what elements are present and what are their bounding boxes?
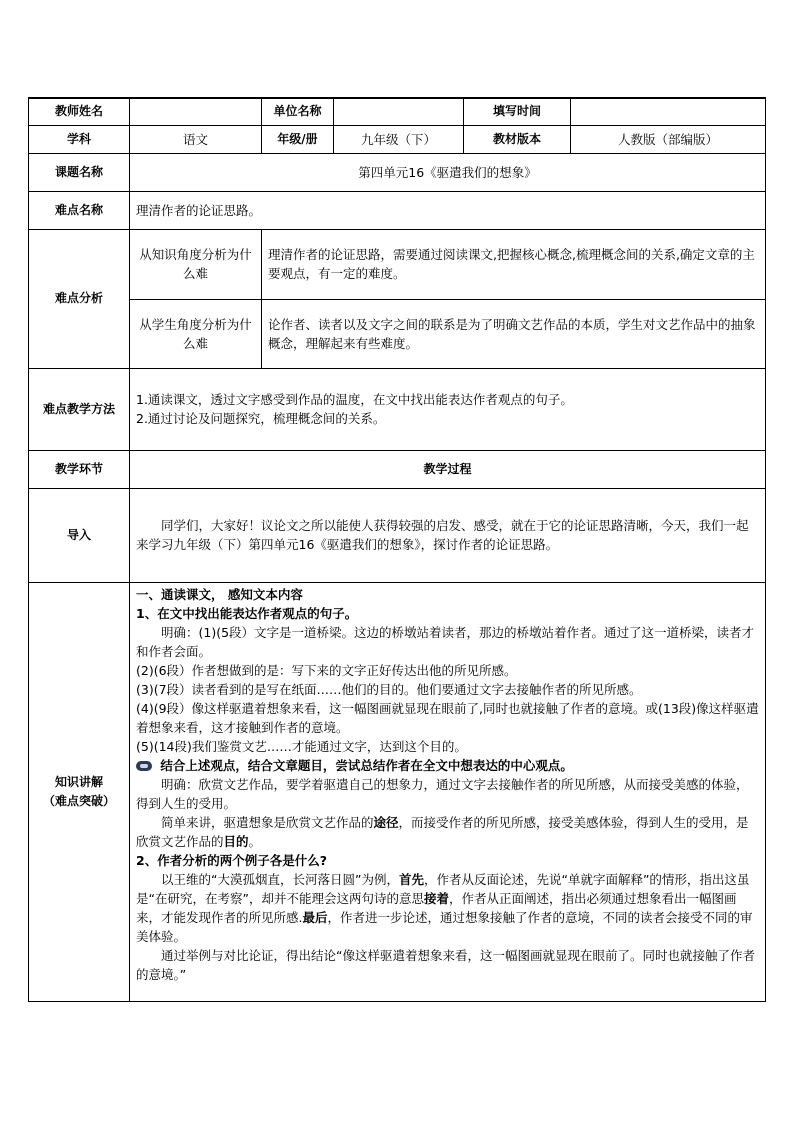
edition-value: 人教版（部编版） <box>571 125 766 153</box>
fill-time-label: 填写时间 <box>464 98 571 125</box>
lesson-plan <box>28 97 765 1002</box>
stage-label: 教学环节 <box>29 450 130 488</box>
method-label: 难点教学方法 <box>29 368 130 450</box>
knowledge-label <box>29 582 130 1001</box>
summary-question-text: 结合上述观点，结合文章题目，尝试总结作者在全文中想表达的中心观点。 <box>160 757 573 773</box>
example-text: ，作者从正面阐述，指出必须通过想象看出一幅图画来，才能发现作者的所见所感. <box>136 890 737 925</box>
answer-5: (5)(14段)我们鉴赏文艺……才能通过文字，达到这个目的。 <box>136 738 467 754</box>
difficulty-value: 理清作者的论证思路。 <box>130 191 766 229</box>
conclusion-paragraph: 通过举例与对比论证，得出结论“像这样驱遣着想象来看，这一幅图画就显现在眼前了。同时也就接触了作者的意境。” <box>136 947 755 982</box>
knowledge-label-main: 知识讲解 <box>54 774 103 789</box>
teacher-name-value <box>130 98 262 125</box>
unit-name-value <box>334 98 464 125</box>
teacher-name-label: 教师姓名 <box>29 98 130 125</box>
answer-4: (4)(9段）像这样驱遣着想象来看，这一幅图画就显现在眼前了,同时也就接触了作者的意境。或(13段)像这样驱遣着想象来看，这才接触到作者的意境。 <box>136 700 759 735</box>
method-item: 1.通读课文，透过文字感受到作品的温度，在文中找出能表达作者观点的句子。 <box>136 392 573 407</box>
process-label: 教学过程 <box>130 450 766 488</box>
example-paragraph <box>136 870 759 946</box>
grade-value: 九年级（下） <box>334 125 464 153</box>
method-text <box>130 368 766 450</box>
knowledge-angle: 从知识角度分析为什么难 <box>130 229 262 299</box>
answer-7 <box>136 813 759 851</box>
answer-1: 明确：(1)(5段）文字是一道桥梁。这边的桥墩站着读者，那边的桥墩站着作者。通过了这一道桥梁，读者才和作者会面。 <box>136 624 755 659</box>
subject-value: 语文 <box>130 125 262 153</box>
knowledge-angle-text: 理清作者的论证思路，需要通过阅读课文,把握核心概念,梳理概念间的关系,确定文章的主要观点，有一定的难度。 <box>262 229 766 299</box>
summary-question <box>136 756 759 775</box>
example-text: 以王维的“大漠孤烟直，长河落日圆”为例， <box>161 871 399 887</box>
section-1-title: 一、通读课文， 感知文本内容 <box>136 586 303 602</box>
student-angle: 从学生角度分析为什么难 <box>130 299 262 368</box>
section-1-question: 1、在文中找出能表达作者观点的句子。 <box>136 605 358 621</box>
grade-label: 年级/册 <box>262 125 334 153</box>
topic-label: 课题名称 <box>29 153 130 191</box>
section-2-title: 2、作者分析的两个例子各是什么? <box>136 852 327 868</box>
fill-time-value <box>571 98 766 125</box>
answer-2: (2)(6段）作者想做到的是：写下来的文字正好传达出他的所见所感。 <box>136 662 517 678</box>
difficulty-label: 难点名称 <box>29 191 130 229</box>
answer-6: 明确：欣赏文艺作品，要学着驱遣自己的想象力，通过文字去接触作者的所见所感，从而接受美感的体验，得到人生的受用。 <box>136 776 749 811</box>
example-text: ，作者进一步论述，通过想象接触了作者的意境，不同的读者会接受不同的审美体验。 <box>136 909 753 944</box>
subject-label: 学科 <box>29 125 130 153</box>
lesson-table <box>28 97 766 1002</box>
answer-7-text: 简单来讲，驱遣想象是欣赏文艺作品的 <box>161 814 374 830</box>
knowledge-content <box>130 582 766 1001</box>
student-angle-text: 论作者、读者以及文字之间的联系是为了明确文艺作品的本质，学生对文艺作品中的抽象概念，理解起来有些难度。 <box>262 299 766 368</box>
answer-3: (3)(7段）读者看到的是写在纸面……他们的目的。他们要通过文字去接触作者的所见所感。 <box>136 681 642 697</box>
answer-7-text: ，而接受作者的所见所感，接受美感体验，得到人生的受用，是欣赏文艺作品的 <box>136 814 749 849</box>
discussion-icon <box>136 761 152 771</box>
example-text: ，作者从反面论述，先说“单就字面解释”的情形，指出这虽是“在研究，在考察”，却并不能理会这两句诗的意思 <box>136 871 750 906</box>
method-item: 2.通过讨论及问题探究，梳理概念间的关系。 <box>136 411 386 426</box>
analysis-label: 难点分析 <box>29 229 130 368</box>
answer-7-text: 。 <box>248 833 262 849</box>
unit-name-label: 单位名称 <box>262 98 334 125</box>
keyword-first: 首先 <box>398 871 424 887</box>
knowledge-label-sub: （难点突破） <box>42 793 115 808</box>
keyword-path: 途径 <box>373 814 399 830</box>
keyword-goal: 目的 <box>223 833 249 849</box>
edition-label: 教材版本 <box>464 125 571 153</box>
intro-text: 同学们，大家好！议论文之所以能使人获得较强的启发、感受，就在于它的论证思路清晰，今天，我们一起来学习九年级（下）第四单元16《驱遣我们的想象》，探讨作者的论证思路。 <box>130 488 766 582</box>
keyword-last: 最后 <box>302 909 328 925</box>
intro-label: 导入 <box>29 488 130 582</box>
keyword-next: 接着 <box>423 890 449 906</box>
topic-value: 第四单元16《驱遣我们的想象》 <box>130 153 766 191</box>
